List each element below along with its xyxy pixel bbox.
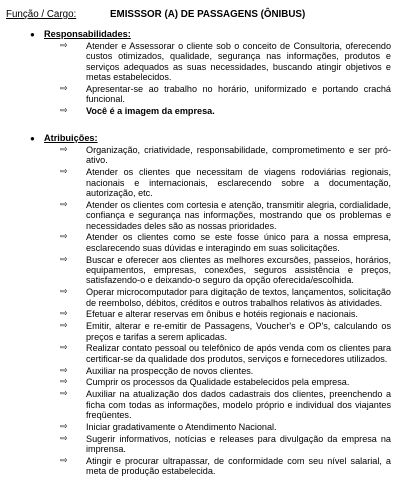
list-item [30,422,391,432]
arrow-icon: ⇨ [60,388,68,399]
arrow-icon: ⇨ [60,420,68,431]
list-item-text: Cumprir os processos da Qualidade estabelecidos pela empresa. [86,377,350,388]
list-item-text: Operar microcomputador para digitação de textos, lançamentos, solicitação de reembolso, débitos, créditos e outros trabalhos relativos às atividades. [86,287,391,308]
list-item [30,255,391,286]
list-item-text: Auxiliar na prospecção de novos clientes. [86,365,254,376]
list-item-text: Atender os clientes com cortesia e atenção, transmitir alegria, cordialidade, confiança e segurança nas informações, mostrando que os problemas e necessidades deles são as nossas prioridades. [86,199,391,231]
list-item [30,145,391,166]
arrow-icon: ⇨ [60,40,68,50]
list-item [30,41,391,83]
section-title: Atribuições: [44,133,98,144]
arrow-icon: ⇨ [60,432,68,443]
bullet-icon: ● [30,30,35,39]
list-item [30,434,391,455]
list-item [30,106,391,116]
list-item [30,84,391,105]
section-responsabilidades [30,29,396,117]
section-heading [30,29,396,40]
arrow-icon: ⇨ [60,454,68,465]
arrow-icon: ⇨ [60,308,68,319]
section-atribuicoes [30,133,396,477]
list-item-text: Apresentar-se ao trabalho no horário, uniformizado e portando crachá funcional. [86,84,391,105]
job-description-document [6,9,396,478]
list-item-text: Atender os clientes como se este fosse único para a nossa empresa, esclarecendo suas dúvidas e interagindo em suas solicitações. [86,232,391,253]
list-item [30,200,391,231]
arrow-icon: ⇨ [60,231,68,242]
arrow-icon: ⇨ [60,166,68,177]
section-title: Responsabilidades: [44,29,131,39]
arrow-icon: ⇨ [60,286,68,297]
list-item-text: Atingir e procurar ultrapassar, de conformidade com seu nível salarial, a meta de produção estabelecida. [86,455,391,477]
bullet-icon: ● [30,134,35,144]
atribuicoes-list [30,145,396,477]
arrow-icon: ⇨ [60,320,68,331]
arrow-icon: ⇨ [60,198,68,209]
list-item-text: Atender os clientes que necessitam de viagens rodoviárias regionais, nacionais e internacionais, esclarecendo sobre a documentação, autorização, etc. [86,167,391,199]
list-item-text: Organização, criatividade, responsabilidade, comprometimento e ser pró-ativo. [86,145,391,166]
list-item-text: Realizar contato pessoal ou telefônico de após venda com os clientes para certificar-se da qualidade dos produtos, serviços e fornecedores utilizados. [86,343,391,364]
list-item [30,389,391,420]
list-item [30,309,391,319]
arrow-icon: ⇨ [60,83,68,94]
list-item [30,456,391,477]
section-spacer [6,118,396,129]
list-item-text: Buscar e oferecer aos clientes as melhores excursões, passeios, horários, equipamentos, empresas, conexões, seguros assistência e preços, satisfazendo-o e deixando-o seguro da opção oferecida/escolhida. [86,254,391,286]
list-item [30,366,391,376]
list-item-text: Você é a imagem da empresa. [86,106,215,117]
arrow-icon: ⇨ [60,342,68,353]
responsabilidades-list [30,41,396,117]
job-title-label: Função / Cargo: [6,9,77,20]
arrow-icon: ⇨ [60,253,68,264]
list-item [30,287,391,308]
arrow-icon: ⇨ [60,376,68,387]
list-item [30,321,391,342]
arrow-icon: ⇨ [60,144,68,155]
list-item-text: Emitir, alterar e re-emitir de Passagens, Voucher's e OP's, calculando os preços e tarifas a serem aplicadas. [86,321,391,342]
job-title-value: EMISSSOR (A) DE PASSAGENS (ÔNIBUS) [110,9,306,20]
section-heading [30,133,396,144]
list-item-text: Efetuar e alterar reservas em ônibus e hotéis regionais e nacionais. [86,309,358,320]
list-item-text: Iniciar gradativamente o Atendimento Nacional. [86,421,277,432]
list-item [30,232,391,253]
list-item [30,377,391,387]
title-row [6,9,396,25]
list-item [30,167,391,198]
arrow-icon: ⇨ [60,364,68,375]
list-item-text: Auxiliar na atualização dos dados cadastrais dos clientes, preenchendo a ficha com todas as informações, modelo próprio e individual dos viajantes freqüentes. [86,389,391,421]
arrow-icon: ⇨ [60,105,68,116]
list-item [30,343,391,364]
list-item-text: Atender e Assessorar o cliente sob o conceito de Consultoria, oferecendo custos otimizados, qualidade, segurança nas informações, produtos e serviços adequados as suas necessidades, buscando atingir objetivos e metas estabelecidos. [86,41,391,83]
list-item-text: Sugerir informativos, notícias e releases para divulgação da empresa na imprensa. [86,433,391,455]
